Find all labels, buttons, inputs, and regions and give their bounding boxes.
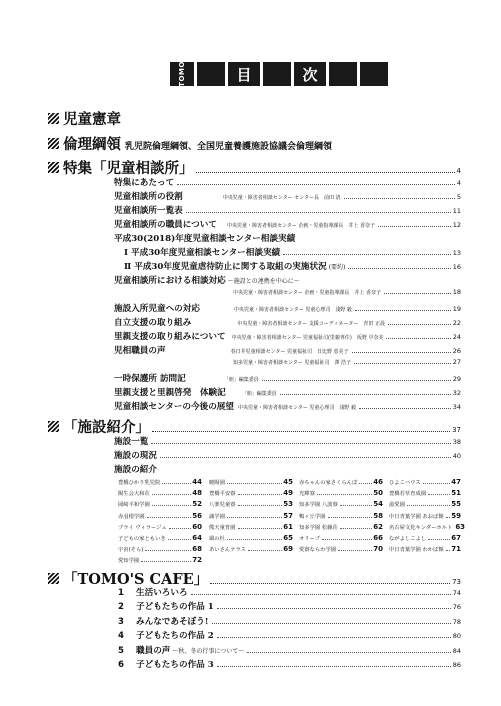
facility-name: 中日青葉学園 わかば館 bbox=[389, 547, 444, 554]
page-number: 37 bbox=[452, 426, 461, 434]
leader-dots bbox=[344, 198, 455, 199]
page-number: 54 bbox=[373, 500, 383, 509]
section-special-feature[interactable] bbox=[48, 157, 461, 178]
leader-dots bbox=[384, 293, 451, 294]
leader-dots bbox=[283, 254, 451, 255]
facility-item[interactable] bbox=[299, 523, 383, 531]
entry-number: 1 bbox=[118, 588, 124, 598]
page-number: 58 bbox=[373, 511, 383, 520]
header-block-blank bbox=[263, 62, 291, 86]
toc-entry[interactable] bbox=[114, 449, 461, 461]
entry-note: (要約) bbox=[328, 264, 346, 271]
entry-author: 「朋」編集委員 bbox=[223, 377, 259, 383]
entry-title: 児童相談所一覧表 bbox=[114, 206, 183, 216]
page-number: 49 bbox=[283, 489, 293, 498]
leader-dots bbox=[355, 310, 451, 311]
entry-number: 6 bbox=[118, 660, 124, 670]
leader-dots bbox=[446, 517, 451, 518]
leader-dots bbox=[359, 483, 372, 484]
facility-name: 誠学園 bbox=[209, 513, 225, 520]
toc-entry[interactable] bbox=[114, 190, 461, 202]
leader-dots bbox=[248, 550, 282, 551]
leader-dots bbox=[238, 494, 283, 495]
entry-title: 自立支援の取り組み bbox=[114, 318, 192, 328]
hatch-icon bbox=[48, 421, 59, 432]
section-title: 倫理綱領 bbox=[63, 136, 121, 153]
leader-dots bbox=[152, 505, 191, 506]
facility-item[interactable] bbox=[209, 523, 293, 531]
leader-dots bbox=[388, 324, 451, 325]
entry-title: 特集にあたって bbox=[114, 178, 175, 188]
facility-name: 愛知学園 bbox=[118, 558, 140, 565]
header-block-blank bbox=[360, 62, 388, 86]
entry-title: 一時保護所 訪問記 bbox=[114, 374, 186, 384]
facility-name: 豊橋若草育成園 bbox=[389, 491, 427, 498]
entry-author: 「朋」編集委員 bbox=[241, 391, 277, 397]
leader-dots bbox=[359, 408, 451, 409]
header-block-blank bbox=[329, 62, 357, 86]
facility-name: オリーブ bbox=[299, 536, 320, 542]
leader-dots bbox=[446, 550, 451, 551]
page-number: 12 bbox=[452, 221, 461, 229]
leader-dots bbox=[247, 652, 450, 653]
page-number: 74 bbox=[452, 589, 461, 597]
page-number: 40 bbox=[452, 452, 461, 460]
facility-item[interactable] bbox=[118, 523, 202, 531]
page-number: 65 bbox=[283, 534, 293, 542]
page-number: 76 bbox=[452, 603, 461, 612]
page-number: 26 bbox=[452, 347, 461, 355]
entry-title: 里親支援の取り組みについて bbox=[114, 332, 226, 342]
section-childrens-charter[interactable] bbox=[48, 108, 461, 129]
page-number: 16 bbox=[452, 263, 461, 271]
section-facility-intro[interactable] bbox=[48, 416, 461, 437]
page-number: 68 bbox=[192, 545, 202, 554]
page-number: 46 bbox=[373, 478, 383, 486]
facility-name: ブライ ヴィラージュ bbox=[118, 524, 167, 531]
entry-author: 春日井児童相談センター 児童福祉司 日比野 恵美子 bbox=[230, 349, 349, 355]
leader-dots bbox=[386, 338, 450, 339]
entry-author: 中央児童・障害者相談センター 企画・児童指導課長 井上 香奈子 bbox=[226, 223, 375, 229]
page-number: 69 bbox=[283, 545, 293, 554]
page-number: 44 bbox=[192, 478, 202, 486]
toc-entry[interactable] bbox=[118, 658, 461, 670]
header-title-char: 目 bbox=[228, 62, 260, 86]
entry-title: 子どもたちの作品 3 bbox=[136, 660, 214, 670]
entry-title: みんなであそぼう! bbox=[136, 616, 209, 627]
leader-dots bbox=[196, 172, 455, 173]
entry-note: ～秋、冬の行事について～ bbox=[172, 647, 245, 655]
page-number: 84 bbox=[452, 646, 461, 655]
page-number: 4 bbox=[456, 167, 461, 175]
entry-title: 職員の声 bbox=[136, 645, 171, 656]
facility-name: 赤ちゃんの家さくらんぼ bbox=[299, 480, 358, 486]
entry-title: 施設一覧 bbox=[114, 437, 149, 447]
toc-entry[interactable] bbox=[114, 435, 461, 447]
facility-name: ながよしこよし bbox=[389, 536, 427, 542]
leader-dots bbox=[407, 505, 450, 506]
leader-dots bbox=[152, 494, 191, 495]
page-number: 45 bbox=[283, 478, 293, 486]
facility-name: 子どもの家ともいき bbox=[118, 536, 166, 542]
page-number: 38 bbox=[452, 438, 461, 446]
page-number: 72 bbox=[192, 556, 202, 565]
page-number: 27 bbox=[452, 358, 461, 366]
toc-entry[interactable] bbox=[114, 463, 461, 475]
facility-item[interactable] bbox=[389, 512, 461, 520]
leader-dots bbox=[280, 394, 451, 395]
toc-header bbox=[170, 62, 388, 86]
leader-dots bbox=[186, 212, 451, 213]
page-number: 60 bbox=[192, 522, 202, 531]
toc-entry[interactable] bbox=[118, 615, 461, 627]
entry-title: 子どもたちの作品 1 bbox=[136, 602, 214, 613]
leader-dots bbox=[354, 363, 451, 364]
page-number: 51 bbox=[451, 489, 461, 498]
leader-dots bbox=[152, 431, 450, 432]
facility-name: 八楽児童寮 bbox=[209, 502, 236, 509]
facility-name: 宇宙(そら) bbox=[118, 547, 144, 554]
facility-item[interactable] bbox=[389, 534, 461, 542]
entry-number: 2 bbox=[118, 602, 124, 613]
leader-dots bbox=[141, 561, 191, 562]
page-number: 71 bbox=[451, 545, 461, 554]
facility-item[interactable] bbox=[118, 500, 202, 508]
entry-title: Ⅰ 平成30年度児童相談センター相談実績 bbox=[124, 248, 281, 258]
toc-entry[interactable] bbox=[114, 204, 461, 216]
entry-title: 児童相談センターの今後の展望 bbox=[114, 402, 234, 412]
toc-entry[interactable] bbox=[118, 600, 461, 612]
entry-author: 中央児童・障害者相談センター 児童心理司 浅野 毅 bbox=[237, 405, 356, 411]
hatch-icon bbox=[48, 113, 59, 124]
toc-entry[interactable] bbox=[118, 629, 461, 641]
facility-name: 熊天童育園 bbox=[209, 524, 236, 531]
leader-dots bbox=[227, 483, 282, 484]
toc-entry[interactable] bbox=[114, 288, 461, 296]
toc-entry[interactable] bbox=[114, 344, 461, 356]
leader-dots bbox=[191, 594, 451, 595]
facility-name: 愛寮ならわ学園 bbox=[299, 547, 337, 554]
facility-item[interactable] bbox=[209, 478, 293, 486]
page-number: 62 bbox=[373, 522, 383, 531]
hatch-icon bbox=[48, 138, 59, 149]
facility-name: 暁陽園 bbox=[209, 480, 225, 486]
facility-name: ひよこハウス bbox=[389, 480, 421, 486]
leader-dots bbox=[378, 226, 451, 227]
page-number: 29 bbox=[452, 375, 461, 383]
page-number: 34 bbox=[452, 403, 461, 411]
page-number: 63 bbox=[455, 522, 466, 531]
page-number: 55 bbox=[451, 500, 461, 509]
entry-number: 3 bbox=[118, 616, 124, 627]
facility-item[interactable] bbox=[299, 545, 383, 553]
facility-name: 中日青葉学園 あおば館 bbox=[389, 513, 444, 520]
facility-name: 名古屋文化キンダーホルト bbox=[389, 524, 453, 531]
toc-entry[interactable] bbox=[124, 246, 461, 258]
page-number: 67 bbox=[451, 534, 461, 542]
section-title: 「施設紹介」 bbox=[63, 419, 150, 436]
facility-name: 光輝寮 bbox=[299, 491, 315, 498]
page-number: 86 bbox=[452, 661, 461, 669]
entry-author: 中央児童・障害者相談センター 児童福祉司(里親専任) 坂野 早奈美 bbox=[231, 335, 384, 341]
section-ethics[interactable] bbox=[48, 133, 461, 154]
facility-item[interactable] bbox=[209, 534, 293, 542]
entry-title: 施設の現況 bbox=[114, 451, 157, 461]
page-number: 22 bbox=[452, 319, 461, 327]
facility-name: あいさんテラス bbox=[209, 547, 246, 554]
facility-item[interactable] bbox=[389, 545, 461, 553]
entry-number: 4 bbox=[118, 631, 124, 642]
toc-entry[interactable] bbox=[114, 400, 461, 412]
toc-entry[interactable] bbox=[114, 358, 461, 366]
leader-dots bbox=[352, 352, 451, 353]
leader-dots bbox=[160, 457, 451, 458]
page-number: 4 bbox=[456, 179, 461, 187]
leader-dots bbox=[322, 539, 372, 540]
page-number: 57 bbox=[283, 511, 293, 520]
leader-dots bbox=[423, 483, 451, 484]
facility-item[interactable] bbox=[209, 500, 293, 508]
facility-item[interactable] bbox=[389, 500, 461, 508]
page-number: 11 bbox=[452, 207, 461, 215]
toc-entry[interactable] bbox=[124, 260, 461, 272]
toc-entry[interactable] bbox=[114, 302, 461, 314]
leader-dots bbox=[340, 505, 372, 506]
facility-item[interactable] bbox=[389, 489, 461, 497]
leader-dots bbox=[338, 550, 372, 551]
toc-entry[interactable] bbox=[114, 316, 461, 328]
entry-title: 施設の紹介 bbox=[114, 465, 157, 475]
entry-title: 児相職員の声 bbox=[114, 346, 166, 356]
leader-dots bbox=[210, 583, 450, 584]
facility-item[interactable] bbox=[118, 545, 202, 553]
entry-author: 中央児童・障害者相談センター 児童心理司 浅野 毅 bbox=[233, 307, 352, 313]
facility-name: 赤羽根学園 bbox=[118, 513, 145, 520]
leader-dots bbox=[145, 550, 191, 551]
toc-entry[interactable] bbox=[114, 372, 461, 384]
facility-name: 滋愛園 bbox=[389, 502, 405, 509]
entry-author: 中央児童・障害者相談センター センター長 前田 清 bbox=[222, 195, 341, 201]
toc-entry[interactable] bbox=[114, 274, 461, 286]
facility-item[interactable] bbox=[118, 512, 202, 520]
facility-item[interactable] bbox=[299, 512, 383, 520]
facility-item[interactable] bbox=[118, 478, 202, 486]
page-number: 52 bbox=[192, 500, 202, 509]
leader-dots bbox=[348, 268, 450, 269]
leader-dots bbox=[428, 539, 450, 540]
toc-entry[interactable] bbox=[114, 218, 461, 230]
leader-dots bbox=[177, 184, 455, 185]
hatch-icon bbox=[48, 573, 59, 584]
page-number: 53 bbox=[283, 500, 293, 509]
section-title: 児童憲章 bbox=[63, 111, 121, 128]
toc-entry[interactable] bbox=[114, 232, 461, 244]
leader-dots bbox=[238, 528, 283, 529]
leader-dots bbox=[147, 517, 192, 518]
facility-item[interactable] bbox=[299, 534, 383, 542]
page-number: 78 bbox=[452, 617, 461, 626]
leader-dots bbox=[227, 539, 282, 540]
facility-item[interactable] bbox=[389, 478, 461, 486]
facility-name: 岡崎平和学園 bbox=[118, 502, 150, 509]
leader-dots bbox=[151, 443, 450, 444]
header-title-char: 次 bbox=[294, 62, 326, 86]
page-number: 50 bbox=[373, 489, 383, 498]
section-subtitle: 乳児院倫理綱領、全国児童養護施設協議会倫理綱領 bbox=[125, 142, 333, 152]
page-number: 66 bbox=[373, 534, 383, 542]
leader-dots bbox=[428, 494, 450, 495]
facility-name: 陽生会大和荘 bbox=[118, 491, 150, 498]
page-number: 48 bbox=[192, 489, 202, 498]
leader-dots bbox=[217, 666, 451, 667]
entry-number: 5 bbox=[118, 645, 124, 656]
leader-dots bbox=[168, 539, 192, 540]
entry-author: 中央児童・障害者相談センター 支援コーディネーター 青田 正晨 bbox=[237, 321, 385, 327]
facility-item[interactable] bbox=[118, 534, 202, 542]
page-number: 80 bbox=[452, 632, 461, 641]
toc-entry[interactable] bbox=[114, 176, 461, 188]
page-number: 59 bbox=[451, 511, 461, 520]
entry-title: 子どもたちの作品 2 bbox=[136, 631, 214, 642]
toc-entry[interactable] bbox=[118, 586, 461, 598]
leader-dots bbox=[340, 528, 372, 529]
page-number: 19 bbox=[452, 305, 461, 313]
page-number: 13 bbox=[452, 249, 461, 257]
toc-entry[interactable] bbox=[118, 644, 461, 656]
header-block-blank bbox=[197, 62, 225, 86]
facility-item[interactable] bbox=[118, 556, 202, 564]
facility-item[interactable] bbox=[209, 545, 293, 553]
facility-item[interactable] bbox=[389, 522, 466, 531]
entry-author: 中央児童・障害者相談センター 企画・児童指導課長 井上 香奈子 bbox=[233, 290, 381, 296]
page-number: 56 bbox=[192, 511, 202, 520]
leader-dots bbox=[328, 517, 373, 518]
page-number: 32 bbox=[452, 389, 461, 397]
toc-entry[interactable] bbox=[114, 330, 461, 342]
leader-dots bbox=[227, 517, 282, 518]
leader-dots bbox=[162, 483, 191, 484]
entry-title: 児童相談所の職員について bbox=[114, 220, 217, 230]
leader-dots bbox=[217, 637, 451, 638]
facility-item[interactable] bbox=[299, 489, 383, 497]
entry-title: 里親支援と里親啓発 体験記 bbox=[114, 388, 226, 398]
leader-dots bbox=[262, 380, 451, 381]
entry-author: 知多児童・障害者相談センター 児童福祉司 澤 浩子 bbox=[233, 360, 351, 366]
entry-note: ～施設との連携を中心に～ bbox=[227, 278, 300, 285]
page-number: 47 bbox=[451, 478, 461, 486]
section-title: 「TOMO'S CAFE」 bbox=[63, 571, 209, 588]
page-number: 24 bbox=[452, 333, 461, 341]
toc-entry[interactable] bbox=[114, 386, 461, 398]
facility-item[interactable] bbox=[299, 500, 383, 508]
page-number: 61 bbox=[283, 522, 293, 531]
facility-name: 鴨ヶ丘学園 bbox=[299, 513, 326, 520]
tomo-badge: TOMO bbox=[170, 62, 194, 86]
leader-dots bbox=[212, 623, 451, 624]
facility-name: 豊橋ひかり乳児院 bbox=[118, 480, 161, 486]
section-title: 特集「児童相談所」 bbox=[63, 160, 194, 177]
facility-name: 風の杜 bbox=[209, 536, 225, 542]
entry-title: Ⅱ 平成30年度児童虐待防止に関する取組の実施状況 bbox=[124, 262, 327, 272]
facility-item[interactable] bbox=[299, 478, 383, 486]
facility-item[interactable] bbox=[209, 489, 293, 497]
page-number: 5 bbox=[456, 193, 461, 201]
entry-title: 児童相談所の役割 bbox=[114, 192, 183, 202]
entry-title: 生活いろいろ bbox=[136, 588, 188, 598]
page-number: 70 bbox=[373, 545, 383, 554]
facility-name: 知多学園 八波寮 bbox=[299, 502, 338, 509]
page-number: 64 bbox=[192, 534, 202, 542]
page-number: 73 bbox=[452, 578, 461, 586]
leader-dots bbox=[169, 528, 192, 529]
entry-title: 施設入所児童への対応 bbox=[114, 304, 200, 314]
facility-item[interactable] bbox=[209, 512, 293, 520]
page-number: 18 bbox=[452, 288, 461, 296]
facility-name: 知多学園 松籟荘 bbox=[299, 524, 338, 531]
leader-dots bbox=[317, 494, 372, 495]
leader-dots bbox=[217, 608, 451, 609]
leader-dots bbox=[238, 505, 283, 506]
facility-item[interactable] bbox=[118, 489, 202, 497]
facility-name: 豊橋平安寮 bbox=[209, 491, 236, 498]
hatch-icon bbox=[48, 162, 59, 173]
entry-title: 児童相談所における相談対応 bbox=[114, 276, 226, 286]
entry-title: 平成30(2018)年度児童相談センター相談実績 bbox=[114, 234, 296, 244]
